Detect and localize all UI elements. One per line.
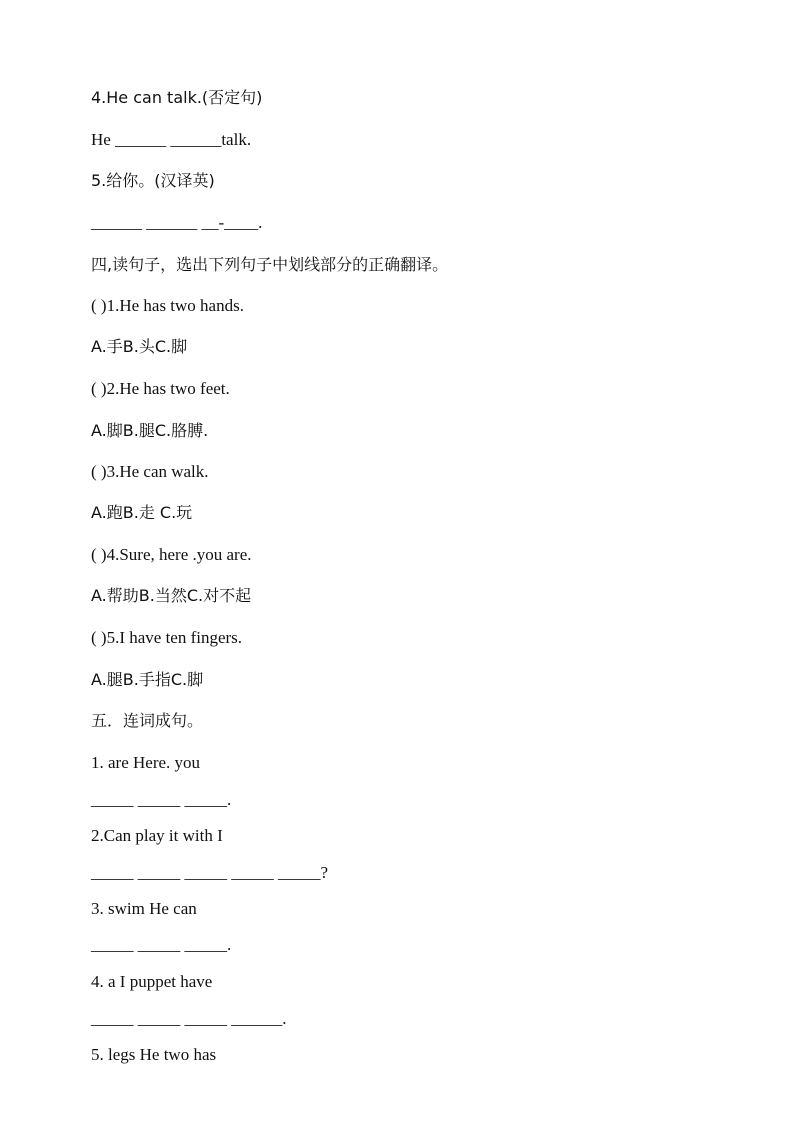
s4-question-1: ( )1.He has two hands. bbox=[91, 296, 244, 315]
s4-options-3: A.跑B.走 C.玩 bbox=[91, 503, 193, 522]
s4-question-4: ( )4.Sure, here .you are. bbox=[91, 545, 252, 564]
s5-words-2: 2.Can play it with I bbox=[91, 826, 223, 845]
s4-options-5: A.腿B.手指C.脚 bbox=[91, 670, 204, 689]
q5-answer-line: ______ ______ __-____. bbox=[91, 213, 263, 232]
s4-question-5: ( )5.I have ten fingers. bbox=[91, 628, 243, 647]
s5-words-4: 4. a I puppet have bbox=[91, 972, 213, 991]
s4-question-3: ( )3.He can walk. bbox=[91, 462, 209, 481]
s5-words-5: 5. legs He two has bbox=[91, 1045, 217, 1064]
s5-blanks-2: _____ _____ _____ _____ _____? bbox=[91, 863, 329, 882]
q4-prompt: 4.He can talk.(否定句) bbox=[91, 88, 263, 107]
s4-options-2: A.脚B.腿C.胳膊. bbox=[91, 421, 209, 440]
s4-options-4: A.帮助B.当然C.对不起 bbox=[91, 586, 252, 605]
section4-heading: 四,读句子，选出下列句子中划线部分的正确翻译。 bbox=[91, 255, 449, 274]
s5-blanks-4: _____ _____ _____ ______. bbox=[91, 1009, 287, 1028]
section5-heading: 五．连词成句。 bbox=[91, 711, 204, 730]
s5-blanks-1: _____ _____ _____. bbox=[91, 790, 232, 809]
s5-words-3: 3. swim He can bbox=[91, 899, 197, 918]
s4-question-2: ( )2.He has two feet. bbox=[91, 379, 230, 398]
s5-words-1: 1. are Here. you bbox=[91, 753, 201, 772]
q4-answer-line: He ______ ______talk. bbox=[91, 130, 252, 149]
q5-prompt: 5.给你。(汉译英) bbox=[91, 171, 215, 190]
s5-blanks-3: _____ _____ _____. bbox=[91, 935, 232, 954]
s4-options-1: A.手B.头C.脚 bbox=[91, 337, 188, 356]
